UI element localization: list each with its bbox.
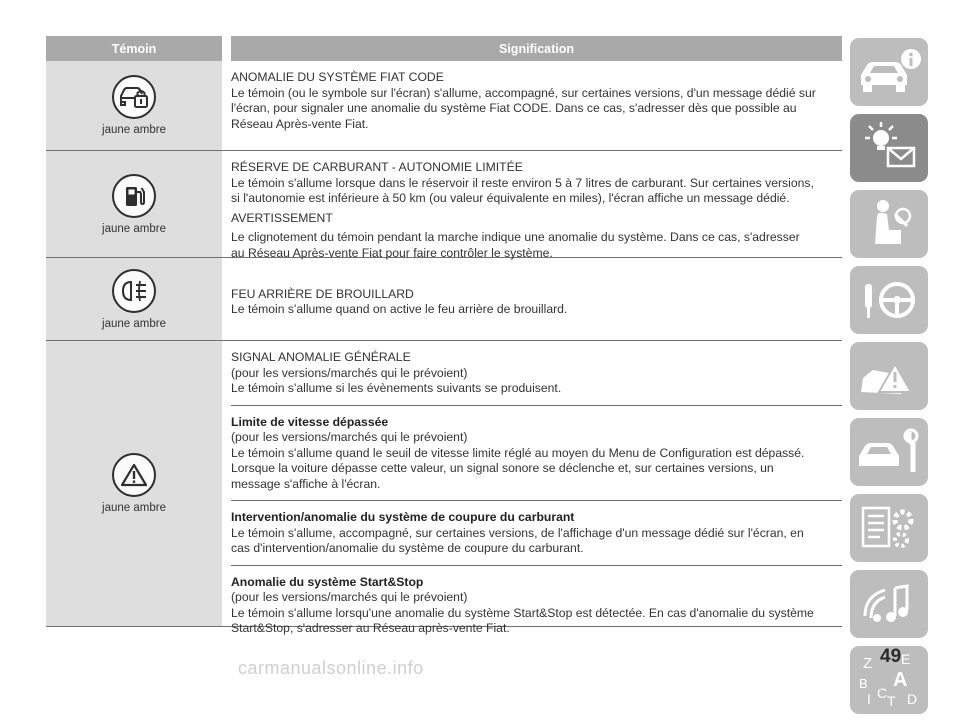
meaning-cell [231, 61, 842, 150]
index-letter: I [867, 691, 871, 707]
index-letter: Z [863, 655, 873, 672]
table-row [46, 61, 842, 151]
fuel-pump-icon [112, 174, 156, 218]
warning-triangle-icon [112, 453, 156, 497]
text-line: (pour les versions/marchés qui le prévoient) [231, 365, 468, 380]
index-letter: D [907, 691, 918, 707]
text-line: (pour les versions/marchés qui le prévoient) [231, 430, 468, 444]
text-line: Le témoin s'allume lorsqu'une anomalie du système Start&Stop est détectée. En cas d'anomalie du système [231, 605, 814, 620]
table-row [46, 341, 842, 635]
index-letter: C [877, 685, 888, 701]
block-title: Limite de vitesse dépassée [231, 414, 389, 429]
index-letter: A [893, 669, 908, 691]
warning-lights-table [46, 36, 842, 635]
chapter-tabs [850, 38, 928, 722]
tab-safety[interactable] [850, 190, 928, 258]
table-header [46, 36, 842, 61]
text-line: Le témoin s'allume, accompagné, sur certaines versions, de l'affichage d'un message dédié sur l'écran, en [231, 525, 804, 540]
text-line: Le témoin (ou le symbole sur l'écran) s'allume, accompagné, sur certaines versions, d'un message dédié sur [231, 85, 816, 100]
page-number: 49 [880, 646, 902, 667]
index-letter: E [901, 651, 911, 667]
multimedia-icon [855, 576, 923, 632]
tab-starting-driving[interactable] [850, 266, 928, 334]
text-line: l'écran, pour signaler une anomalie du système Fiat CODE. Dans ce cas, s'adresser dès que possible au [231, 101, 797, 115]
meaning-cell [231, 258, 842, 340]
indicator-cell [46, 151, 222, 257]
table-row [46, 258, 842, 341]
text-line: Le témoin s'allume lorsque dans le réservoir il reste environ 5 à 7 litres de carburant. Sur certaines versions, [231, 175, 814, 190]
warning-light-envelope-icon [855, 120, 923, 176]
text-line: cas d'intervention/anomalie du système de coupure du carburant. [231, 541, 584, 555]
tab-multimedia[interactable] [850, 570, 928, 638]
car-crash-warning-icon [855, 348, 923, 404]
text-line: Le clignotement du témoin pendant la marche indique une anomalie du système. Dans ce cas, s'adresser [231, 230, 800, 244]
text-line: Réseau Après-vente Fiat. [231, 116, 369, 131]
fiat-code-car-lock-icon [112, 75, 156, 119]
tab-servicing[interactable] [850, 418, 928, 486]
tab-car-info[interactable] [850, 38, 928, 106]
block-title: RÉSERVE DE CARBURANT - AUTONOMIE LIMITÉE [231, 160, 523, 174]
indicator-color-label: jaune ambre [102, 502, 166, 514]
text-line: message s'affiche à l'écran. [231, 476, 381, 491]
indicator-color-label: jaune ambre [102, 317, 166, 330]
text-line: Le témoin s'allume quand le seuil de vitesse limite réglé au moyen du Menu de Configuration est dépassé. [231, 445, 805, 460]
block-title: FEU ARRIÈRE DE BROUILLARD [231, 286, 414, 301]
block-title: ANOMALIE DU SYSTÈME FIAT CODE [231, 70, 444, 84]
rear-fog-light-icon [112, 269, 156, 313]
index-letter: B [859, 676, 868, 691]
text-line: au Réseau Après-vente Fiat pour faire contrôler le système. [231, 245, 553, 260]
header-temoin: Témoin [111, 41, 157, 56]
indicator-color-label: jaune ambre [102, 124, 166, 136]
indicator-cell [46, 61, 222, 150]
tab-emergency[interactable] [850, 342, 928, 410]
car-info-icon [855, 45, 923, 99]
watermark: carmanualsonline.info [238, 658, 424, 678]
indicator-cell [46, 258, 222, 340]
key-steering-wheel-icon [855, 272, 923, 328]
specs-gears-icon [855, 500, 923, 556]
text-line: si l'autonomie est inférieure à 50 km (ou valeur équivalente en miles), l'écran affiche un message dédié. [231, 191, 790, 205]
text-line: Le témoin s'allume quand on active le feu arrière de brouillard. [231, 302, 568, 316]
seat-airbag-icon [855, 196, 923, 252]
block-title: Anomalie du système Start&Stop [231, 574, 424, 589]
tab-technical-specs[interactable] [850, 494, 928, 562]
block-title: SIGNAL ANOMALIE GÉNÉRALE [231, 350, 411, 364]
block-title: Intervention/anomalie du système de coupure du carburant [231, 510, 575, 524]
text-line: (pour les versions/marchés qui le prévoient) [231, 590, 468, 604]
meaning-cell [231, 341, 842, 635]
meaning-cell [231, 151, 842, 260]
text-line: Start&Stop, s'adresser au Réseau après-vente Fiat. [231, 621, 510, 635]
tab-warning-lights[interactable] [850, 114, 928, 182]
header-signification: Signification [499, 41, 574, 56]
text-line: Lorsque la voiture dépasse cette valeur, un signal sonore se déclenche et, sur certaines versions, un [231, 461, 774, 475]
warning-title: AVERTISSEMENT [231, 210, 333, 225]
car-wrench-icon [855, 424, 923, 480]
text-line: Le témoin s'allume si les évènements suivants se produisent. [231, 381, 562, 395]
table-row [46, 151, 842, 258]
indicator-cell [46, 341, 222, 626]
index-letter: T [887, 693, 896, 709]
indicator-color-label: jaune ambre [102, 222, 166, 235]
